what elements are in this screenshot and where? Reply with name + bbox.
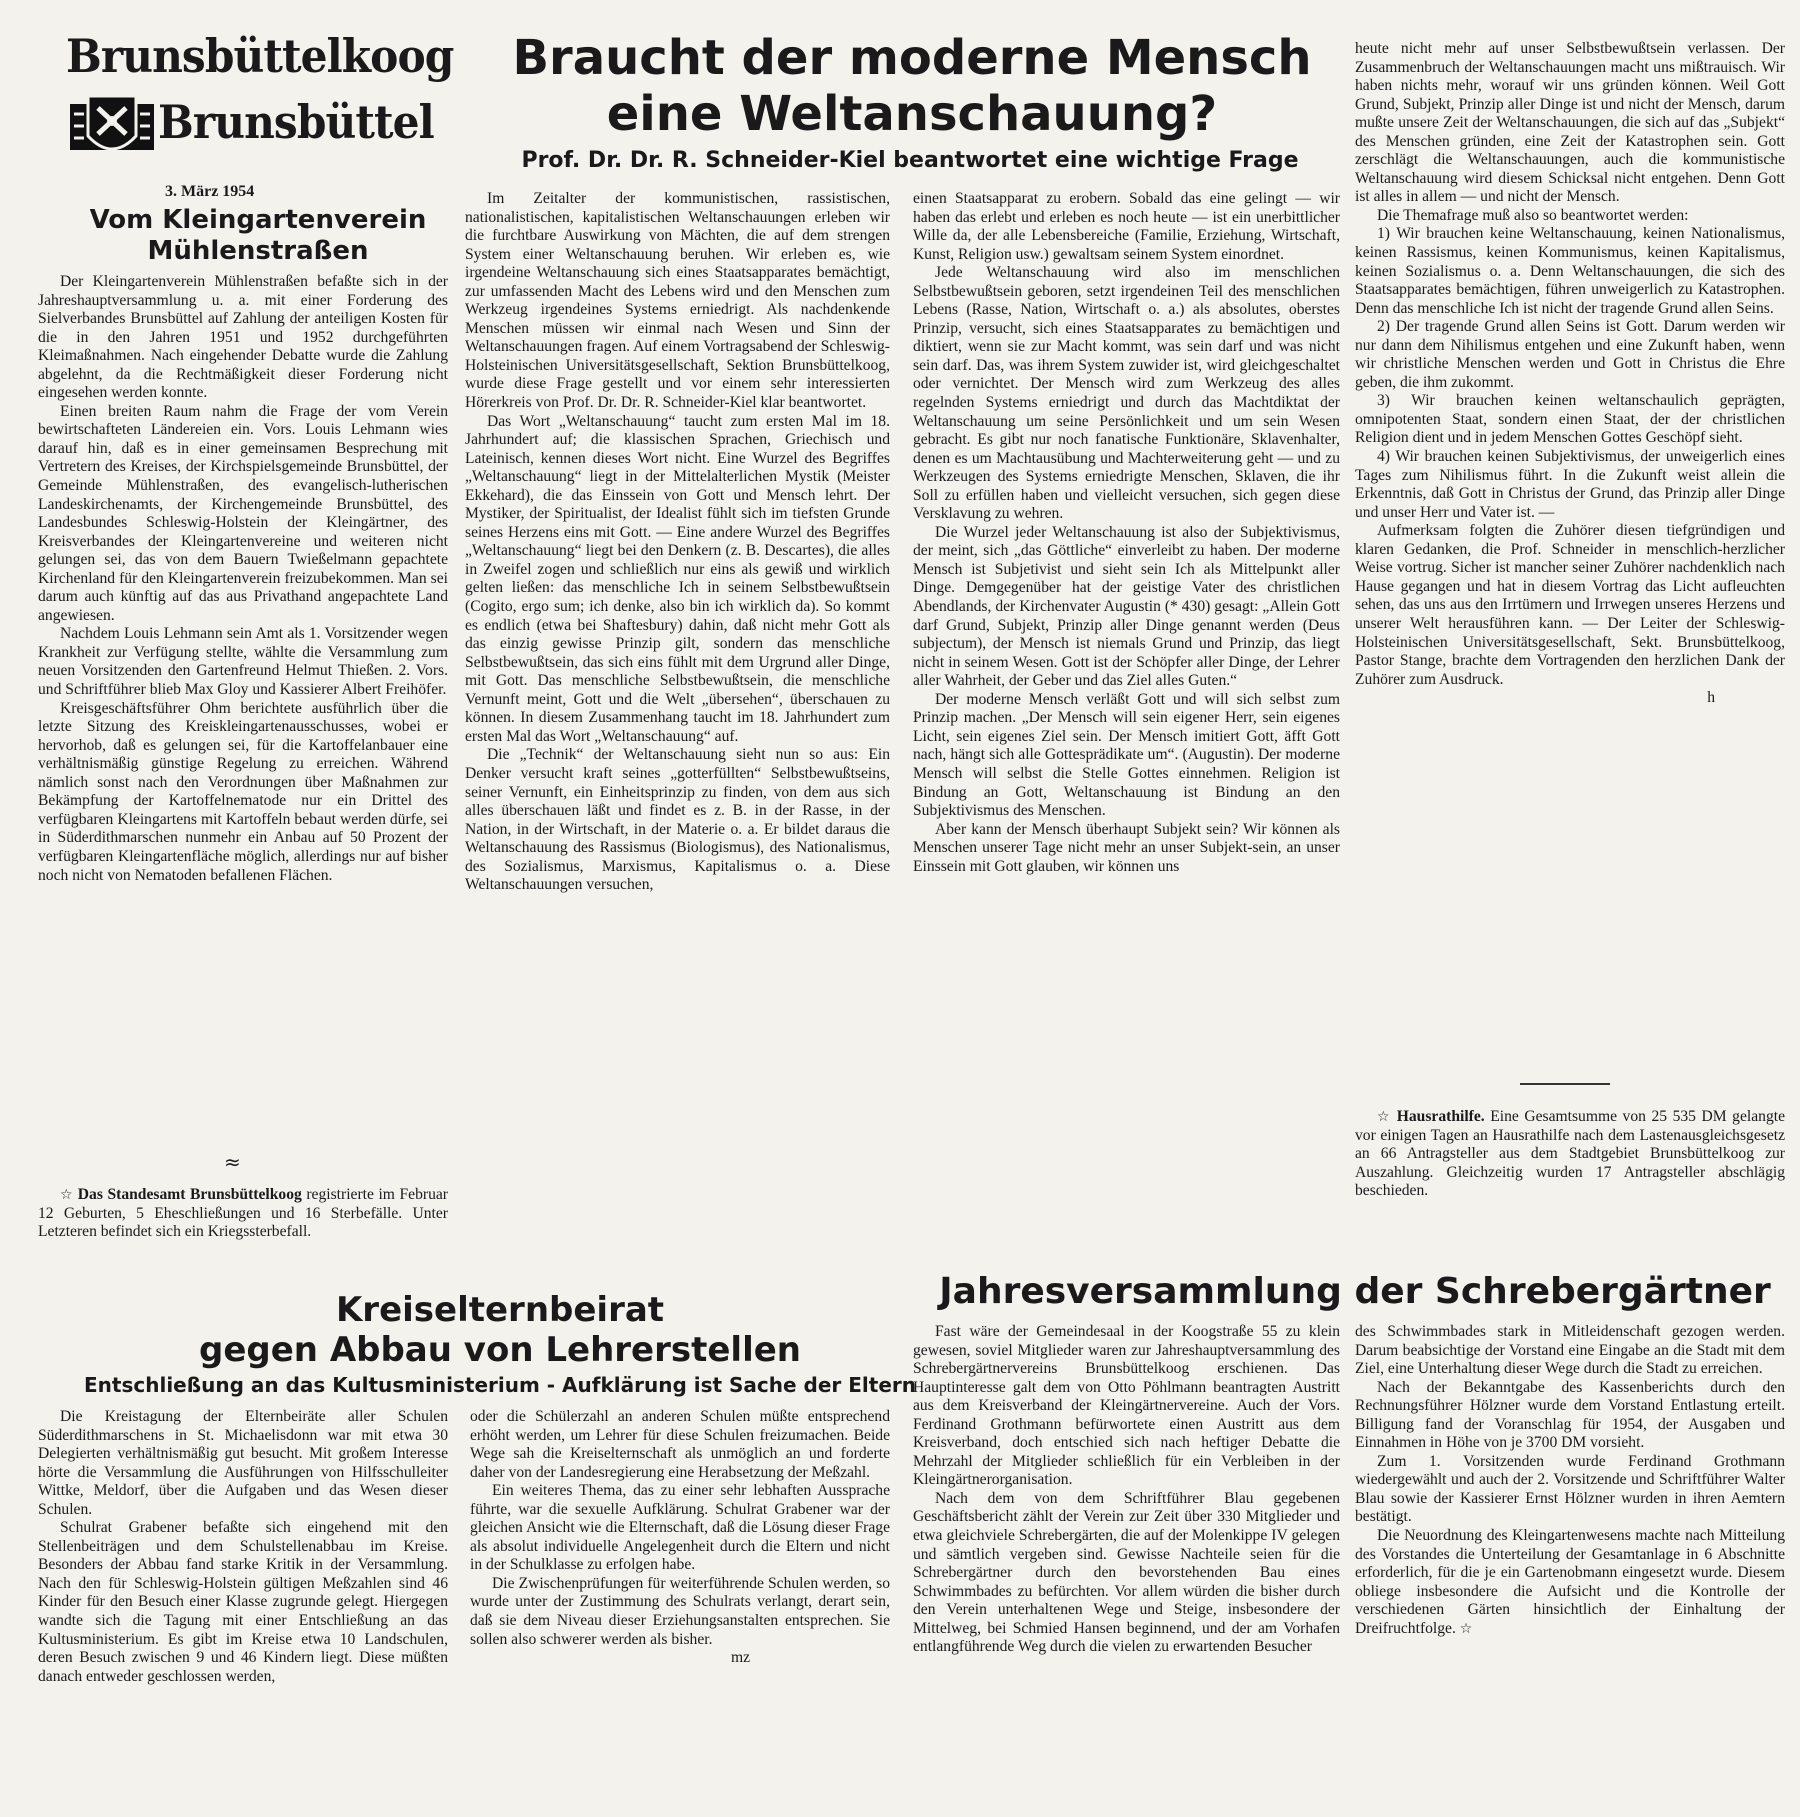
paragraph: Nach der Bekanntgabe des Kassenberichts durch den Rechnungsführer Hölzner wurde dem Vorstand Entlastung erteilt. Billigung fand der Voranschlag für 1954, der Ausgaben und Einnahmen in Höhe von je 3700 DM vorsieht. [1355, 1378, 1785, 1452]
paragraph: Aber kann der Mensch überhaupt Subjekt sein? Wir können als Menschen unserer Tage nicht mehr an unser Subjekt-sein, an unser Einssein mit Gott glauben, wir können uns [913, 820, 1340, 875]
paragraph: Aufmerksam folgten die Zuhörer diesen tiefgründigen und klaren Gedanken, die Prof. Schneider in menschlich-herzlicher Weise vortrug. Sicher ist mancher seiner Zuhörer nachdenklich nach Hause gegangen und hat in diesem Vortrag das Licht aufleuchten sehen, das uns aus den Irrtümern und Irrwegen unseres Herzens und unserer Welt herausführen kann. — Der Leiter der Schleswig-Holsteinischen Universitätsgesellschaft, Sekt. Brunsbüttelkoog, Pastor Stange, brachte dem Vortragenden den herzlichen Dank der Zuhörer zum Ausdruck. [1355, 522, 1785, 688]
paragraph: Nachdem Louis Lehmann sein Amt als 1. Vorsitzender wegen Krankheit zur Verfügung stellte, wählte die Versammlung zum neuen Vorsitzenden den Gartenfreund Helmut Thießen. 2. Vors. und Schriftführer blieb Max Gloy und Kassierer Albert Freihöfer. [38, 625, 448, 699]
notice-text: Eine Gesamtsumme von 25 535 DM gelangte vor einigen Tagen an Hausrathilfe nach dem Lastenausgleichsgesetz an 66 Antragsteller aus dem Stadtgebiet Brunsbüttelkoog zur Auszahlung. Gleichzeitig wurden 17 Antragsteller abschlägig beschieden. [1355, 1108, 1785, 1200]
paragraph: Schulrat Grabener befaßte sich eingehend mit den Stellenbeiträgen und dem Schulstellenabbau im Kreise. Besonders der Abbau fand starke Kritik in der Versammlung. Nach den für Schleswig-Holstein gültigen Meßzahlen sind 46 Kinder für den Besuch einer Klasse zugrunde gelegt. Hiergegen wandte sich die Tagung mit einer Entschließung an das Kultusministerium. Es gibt im Kreise etwa 10 Landschulen, deren Besuch zwischen 9 und 46 Kindern liegt. Diese müßten danach entweder geschlossen werden, [38, 1519, 448, 1685]
paragraph: Ein weiteres Thema, das zu einer sehr lebhaften Aussprache führte, war die sexuelle Aufklärung. Schulrat Grabener war der gleichen Ansicht wie die Elternschaft, daß die Lösung dieser Frage als absolut individuelle Angelegenheit durch die Eltern und nicht in der Schulklasse zu erfolgen habe. [470, 1482, 890, 1574]
paragraph: Die Kreistagung der Elternbeiräte aller Schulen Süderdithmarschens in St. Michaelisdonn war mit etwa 30 Delegierten verhältnismäßig gut besucht. Mit großem Interesse hörte die Versammlung die Ausführungen von Hilfsschulleiter Wittke, Meldorf, über die Aufgaben und das Wesen dieser Schulen. [38, 1408, 448, 1518]
author-signature: mz [730, 1649, 750, 1667]
schreber-column-1 [913, 1323, 1340, 1808]
paragraph: Kreisgeschäftsführer Ohm berichtete ausführlich über die letzte Sitzung des Kreiskleingartenausschusses, wobei er hervorhob, daß es gelungen sei, für die Kartoffelanbauer eine verhältnismäßig günstige Regelung zu erreichen. Während nämlich sonst nach den Verordnungen über Maßnahmen zur Bekämpfung der Kartoffelnematode nur ein Drittel des verfügbaren Kleingartens mit Kartoffeln bebaut werden dürfe, sei in Süderdithmarschen nunmehr ein Anbau auf 50 Prozent der verfügbaren Kleingartenfläche möglich, allerdings nur auf bisher noch nicht von Nematoden befallenen Flächen. [38, 699, 448, 884]
paragraph: Die „Technik“ der Weltanschauung sieht nun so aus: Ein Denker versucht kraft seines „gotterfüllten“ Selbstbewußtseins, seiner Vernunft, ein Einheitsprinzip zu finden, von dem aus sich alles überschauen läßt und findet es z. B. in der Rasse, in der Nation, in der Wirtschaft, in der Materie o. a. Er bildet daraus die Weltanschauung des Rassismus (Biologismus), des Nationalismus, des Sozialismus, Marxismus, Kapitalismus o. a. Diese Weltanschauungen versuchen, [465, 746, 890, 894]
author-signature: h [1707, 689, 1715, 707]
paragraph: oder die Schülerzahl an anderen Schulen müßte entsprechend erhöht werden, um Lehrer für diese Schulen freizumachen. Beide Wege sah die Kreiselternschaft als unmöglich an und forderte daher von der Landesregierung eine Herabsetzung der Meßzahl. [470, 1408, 890, 1481]
paragraph [1355, 1108, 1785, 1201]
masthead-title-brunsbuettelkoog: Brunsbüttelkoog [66, 29, 454, 83]
issue-date: 3. März 1954 [165, 183, 255, 200]
kreiseltern-subheadline: Entschließung an das Kultusministerium - Aufklärung ist Sache der Eltern [84, 1373, 916, 1397]
paragraph [1355, 1527, 1785, 1638]
schreber-column-2 [1355, 1323, 1785, 1808]
paragraph: Die Zwischenprüfungen für weiterführende Schulen werden, so wurde unter der Zustimmung des Schulrats verlangt, derart sein, daß sie dem Niveau dieser Erziehungsanstalten entsprechen. Sie sollen also schwerer werden als bisher. [470, 1574, 890, 1648]
paragraph: Einen breiten Raum nahm die Frage der vom Verein bewirtschafteten Ländereien ein. Vors. Louis Lehmann wies darauf hin, daß es in einer gemeinsamen Besprechung mit Vertretern des Kreises, der Kirchspielsgemeinde Brunsbüttel, der Gemeinde Mühlenstraßen, des evangelisch-lutherischen Landeskirchenamts, der Kirchengemeinde Brunsbüttel, des Landesbundes Schleswig-Holstein der Kleingärtner, des Kreisverbandes der Kleingartenvereine und weiteren nicht gelungen sei, das von dem Bauern Twießelmann gepachtete Kirchenland für den Kleingartenverein freizubekommen. Man sei darum auch künftig auf das aus Privathand angepachtete Land angewiesen. [38, 402, 448, 624]
paragraph: Fast wäre der Gemeindesaal in der Koogstraße 55 zu klein gewesen, soviel Mitglieder waren zur Jahreshauptversammlung des Schrebergärtnervereins Brunsbüttelkoog erschienen. Das Hauptinteresse galt dem von Otto Pöhlmann beantragten Austritt aus dem Kreisverband der Kleingärtnervereine. Auch der Vors. Ferdinand Grothmann befürwortete einen Austritt aus dem Kreisverband, doch entschied sich nach heftiger Debatte die Mehrzahl der Mitglieder schließlich für ein Verbleiben in der Kleingärtnerorganisation. [913, 1323, 1340, 1489]
star-icon: ☆ [1459, 1620, 1473, 1637]
paragraph: 1) Wir brauchen keine Weltanschauung, keinen Nationalismus, keinen Rassismus, keinen Kommunismus, keinen Kapitalismus, keinen Sozialismus o. a. Denn Weltanschauungen, die sich des Staatsapparates bemächtigen, führen unweigerlich zu Katastrophen. Denn das menschliche Ich ist nicht der tragende Grund allen Seins. [1355, 225, 1785, 317]
standesamt-notice [38, 1186, 448, 1266]
paragraph: des Schwimmbades stark in Mitleidenschaft gezogen werden. Darum beabsichtige der Vorstand eine Eingabe an die Stadt mit dem Ziel, eine Unterhaltung dieser Wege durch die Stadt zu erreichen. [1355, 1323, 1785, 1378]
paragraph: einen Staatsapparat zu erobern. Sobald das eine gelingt — wir haben das erlebt und erleben es noch heute — ist ein unerbittlicher Wille da, der alle Lebensbereiche (Familie, Erziehung, Wirtschaft, Kunst, Religion usw.) gewaltsam seinem System einordnet. [913, 190, 1340, 263]
notice-lead: Hausrathilfe. [1396, 1108, 1485, 1125]
kreiseltern-headline-line2: gegen Abbau von Lehrerstellen [198, 1330, 802, 1370]
main-headline-line2: eine Weltanschauung? [606, 86, 1218, 142]
paragraph: heute nicht mehr auf unser Selbstbewußtsein verlassen. Der Zusammenbruch der Weltanschauungen macht uns mißtrauisch. Wir haben nichts mehr, worauf wir uns gründen können. Weil Gott Grund, Subjekt, Prinzip aller Dinge ist und nicht der Mensch, darum mußte unsere Zeit der Weltanschauungen, die sich auf das „Subjekt“ des Menschen gründen, eine Zeit der Katastrophen sein. Gott zerschlägt die Weltanschauungen, auch die kommunistische Weltanschauung wird diesem Schicksal nicht entgehen. Denn Gott ist alles in allem — und nicht der Mensch. [1355, 40, 1785, 206]
paragraph: Nach dem von dem Schriftführer Blau gegebenen Geschäftsbericht zählt der Verein zur Zeit über 330 Mitglieder und etwa gleichviele Schrebergärten, die auf der Molenkippe IV gelegen und sämtlich vergeben sind. Gewisse Nachteile seien für die Schrebergärtner durch den bevorstehenden Bau eines Schwimmbades zu befürchten. Vor allem würden die bisher durch den Verein unterhaltenen Wege und Steige, insbesondere der Mittelweg, bei Schmied Hansen beginnend, und der am Vorhafen entlangführende Weg durch die vielen zu erwartenden Besucher [913, 1489, 1340, 1656]
section-divider [1520, 1083, 1610, 1085]
main-headline-line1: Braucht der moderne Mensch [512, 30, 1312, 86]
main-headline [462, 30, 1362, 142]
notice-text: registrierte im Februar 12 Geburten, 5 Eheschließungen und 16 Sterbefälle. Unter Letzteren befindet sich ein Kriegssterbefall. [38, 1186, 448, 1241]
kleingarten-headline-line2: Mühlenstraßen [147, 236, 369, 266]
main-subheadline: Prof. Dr. Dr. R. Schneider-Kiel beantwortet eine wichtige Frage [521, 148, 1299, 173]
paragraph-text: Die Neuordnung des Kleingartenwesens machte nach Mitteilung des Vorstandes die Unterteilung der Gesamtanlage in 6 Abschnitte erforderlich, für die je ein Gartenobmann eingesetzt wurde. Diesem obliege insbesondere die Aufsicht und die Kontrolle der verschiedenen Gärten hinsichtlich der Einhaltung der Dreifruchtfolge. [1355, 1527, 1785, 1637]
paragraph: Das Wort „Weltanschauung“ taucht zum ersten Mal im 18. Jahrhundert auf; die klassischen Sprachen, Griechisch und Lateinisch, kennen dieses Wort nicht. Eine Wurzel des Begriffes „Weltanschauung“ liegt in der Mittelalterlichen Mystik (Meister Ekkehard), die das Einssein von Gott und Mensch lehrt. Der Mystiker, der Spiritualist, der Idealist fühlt sich im tiefsten Grunde seines Herzens eins mit Gott. — Eine andere Wurzel des Begriffes „Weltanschauung“ liegt bei den Denkern (z. B. Descartes), die alles in Zweifel zogen und schließlich nur eins als gewiß und wirklich gelten ließen: das menschliche Ich in seinem Selbstbewußtsein (Cogito, ergo sum; ich denke, also bin ich wirklich da). So kommt es endlich (etwa bei Shaftesbury) dahin, daß nicht mehr Gott als das einzig gewisse Prinzip gilt, sondern das menschliche Selbstbewußtsein, das sich eins fühlt mit dem Urgrund aller Dinge, mit Gott. Das menschliche Selbstbewußtsein, die menschliche Vernunft meint, Gott und die Welt „übersehen“, überschauen zu können. In diesem Zusammenhang taucht im 18. Jahrhundert zum ersten Mal das Wort „Weltanschauung“ auf. [465, 412, 890, 745]
paragraph: Zum 1. Vorsitzenden wurde Ferdinand Grothmann wiedergewählt und auch der 2. Vorsitzende und Schriftführer Walter Blau sowie der Kassierer Ernst Hölzner wurden in ihren Aemtern bestätigt. [1355, 1452, 1785, 1526]
paragraph: Im Zeitalter der kommunistischen, rassistischen, nationalistischen, kapitalistischen Weltanschauungen erleben wir die furchtbare Auswirkung von Mächten, die auf dem strengen System einer Weltanschauung beruhen. Wir erleben es, wie irgendeine Weltanschauung sich eines Staatsapparates bemächtigt, zur umfassenden Macht des Lebens wird und den Menschen zum Werkzeug irgendeines Systems erniedrigt. Als nachdenkende Menschen müssen wir einmal nach Wesen und Sinn der Weltanschauungen fragen. Auf einem Vortragsabend der Schleswig-Holsteinischen Universitätsgesellschaft, Sektion Brunsbüttelkoog, wurde diese Frage gestellt und vor einem sehr interessierten Hörerkreis von Prof. Dr. Dr. R. Schneider-Kiel klar beantwortet. [465, 190, 890, 412]
paragraph: Jede Weltanschauung wird also im menschlichen Selbstbewußtsein geboren, setzt irgendeinen Teil des menschlichen Lebens (Rasse, Nation, Wirtschaft o. a.) als absolutes, oberstes Prinzip, versucht, sich eines Staatsapparates zu bemächtigen und diktiert, wenn sie zur Macht kommt, was sein darf und was nicht sein darf. Das, was ihrem System zuwider ist, wird gleichgeschaltet oder vernichtet. Der Mensch wird zum Werkzeug des alles regelnden Systems erniedrigt und durch das Machtdiktat der Weltanschauung um seine Persönlichkeit und um sein Wesen gebracht. Es gibt nur noch fanatische Funktionäre, Sklavenhalter, denen es um Machtausübung und Machterweiterung geht — und zu Werkzeugen des Systems erniedrigte Menschen, Sklaven, die ihr Soll zu erfüllen haben und vielleicht versuchen, sich gegen diese Versklavung zu wehren. [913, 264, 1340, 523]
masthead [58, 26, 454, 176]
main-article-column-1 [465, 190, 890, 1268]
main-article-column-3 [1355, 40, 1785, 1068]
notice-lead: Das Standesamt Brunsbüttelkoog [77, 1186, 302, 1203]
wave-divider-icon: ≈ [224, 1150, 241, 1174]
kreiseltern-headline-line1: Kreiselternbeirat [335, 1290, 665, 1330]
kreiseltern-column-1 [38, 1408, 448, 1808]
coat-of-arms-icon [70, 92, 154, 164]
kleingarten-article [38, 273, 448, 1146]
kleingarten-headline-line1: Vom Kleingartenverein [89, 205, 427, 235]
paragraph: 3) Wir brauchen keinen weltanschaulich geprägten, omnipotenten Staat, sondern einen Staat, der der christlichen Religion dient und in jedem Menschen Gottes Geschöpf sieht. [1355, 392, 1785, 447]
masthead-title-brunsbuettel: Brunsbüttel [158, 95, 434, 149]
kreiseltern-headline [40, 1290, 960, 1370]
kreiseltern-column-2 [470, 1408, 890, 1808]
schreber-headline: Jahresversammlung der Schrebergärtner [939, 1271, 1771, 1312]
main-article-column-2 [913, 190, 1340, 1246]
paragraph: Der Kleingartenverein Mühlenstraßen befaßte sich in der Jahreshauptversammlung u. a. mit einer Forderung des Sielverbandes Brunsbüttel auf Zahlung der anteiligen Kosten für die in den Jahren 1951 und 1952 durchgeführten Kleimaßnahmen. Nach eingehender Debatte wurde die Zahlung abgelehnt, da die Rechtmäßigkeit dieser Forderung nicht eingesehen werden konnte. [38, 273, 448, 402]
paragraph: Die Wurzel jeder Weltanschauung ist also der Subjektivismus, der meint, sich „das Göttliche“ einverleibt zu haben. Der moderne Mensch ist Subjetivist und sieht sein Ich als Mittelpunkt aller Dinge. Demgegenüber hat der geistige Vater des christlichen Abendlands, der Kirchenvater Augustin (* 430) gesagt: „Allein Gott darf Grund, Subjekt, Prinzip aller Dinge genannt werden (Deus subjectum), der Mensch ist niemals Grund und Prinzip, das liegt nicht in seinem Wesen. Gott ist der Schöpfer aller Dinge, der Lehrer aller Wahrheit, der Geber und das Ziel alles Guten.“ [913, 523, 1340, 690]
kleingarten-headline [48, 205, 468, 267]
paragraph: Der moderne Mensch verläßt Gott und will sich selbst zum Prinzip machen. „Der Mensch will sein eigener Herr, sein eigenes Licht, sein eigenes Ziel sein. Der Mensch imitiert Gott, äfft Gott nach, hängt sich alle Gottesprädikate um“. (Augustin). Der moderne Mensch will selbst die Stelle Gottes einnehmen. Religion ist Bindung an Gott, Weltanschauung ist Bindung an den Subjektivismus des Menschen. [913, 690, 1340, 820]
paragraph: 4) Wir brauchen keinen Subjektivismus, der unweigerlich eines Tages zum Nihilismus führt. In die Zukunft weist allein die Erkenntnis, daß Gott in Christus der Grund, das Prinzip aller Dinge und unser Herr und Vater ist. — [1355, 448, 1785, 521]
star-icon: ☆ [1377, 1109, 1392, 1125]
hausrathilfe-notice [1355, 1108, 1785, 1250]
paragraph: 2) Der tragende Grund allen Seins ist Gott. Darum werden wir nur dann dem Nihilismus entgehen und eine Zukunft haben, wenn wir christliche Menschen werden und Gott in Christus die Ehre geben, die ihm zukommt. [1355, 318, 1785, 391]
paragraph [38, 1186, 448, 1242]
star-icon: ☆ [60, 1187, 74, 1203]
paragraph: Die Themafrage muß also so beantwortet werden: [1377, 206, 1689, 224]
